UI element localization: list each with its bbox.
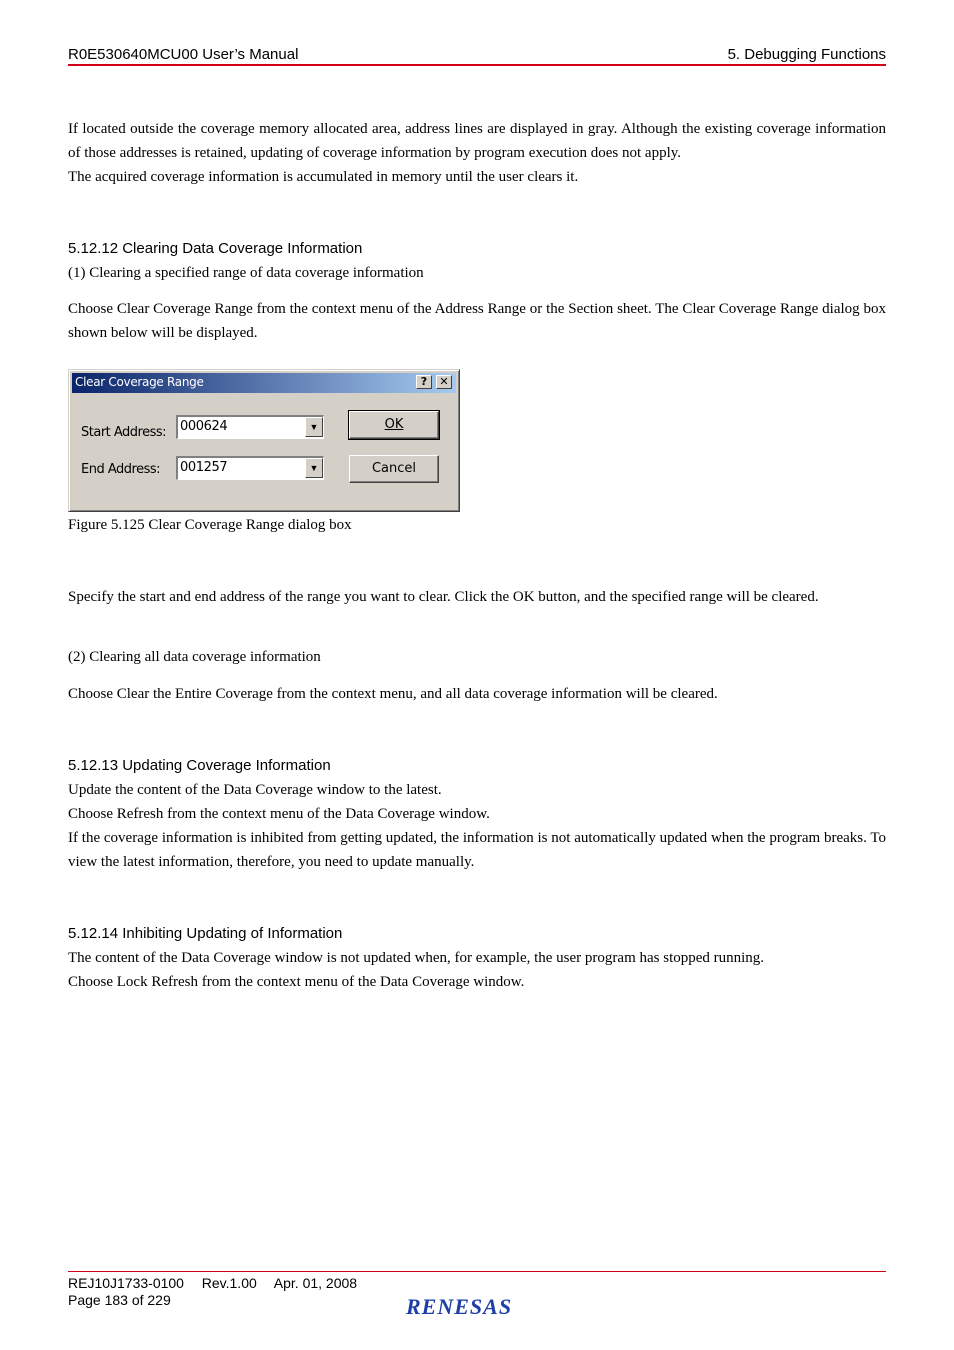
intro-paragraph-2: The acquired coverage information is accumulated in memory until the user clears it.	[68, 169, 579, 185]
start-address-value: 000624	[180, 419, 228, 434]
chevron-down-icon: ▼	[309, 463, 319, 473]
footer-doc-id: REJ10J1733-0100	[68, 1275, 184, 1291]
cancel-button[interactable]	[349, 455, 439, 483]
footer-revision: Rev.1.00	[201, 1275, 257, 1291]
start-address-dropdown-button[interactable]	[305, 417, 323, 437]
chevron-down-icon: ▼	[309, 422, 319, 432]
header-rule	[68, 64, 886, 66]
end-address-combo[interactable]	[176, 456, 324, 480]
figure-caption: Figure 5.125 Clear Coverage Range dialog box	[68, 517, 352, 533]
intro-paragraph-1: If located outside the coverage memory allocated area, address lines are displayed in gray. Although the existing coverage information of those addresses is retained, updating of coverage information by program execution does not apply.	[68, 121, 886, 161]
update-line-1: Update the content of the Data Coverage window to the latest.	[68, 782, 442, 798]
footer-page-number: Page 183 of 229	[68, 1292, 171, 1308]
end-address-label: End Address:	[81, 462, 160, 477]
subheading-clear-all: (2) Clearing all data coverage information	[68, 649, 321, 665]
end-address-value: 001257	[180, 460, 228, 475]
dialog-title-bar	[72, 373, 456, 393]
footer-doc-info	[68, 1275, 357, 1291]
section-heading-5-12-12: 5.12.12 Clearing Data Coverage Information	[68, 240, 363, 257]
subheading-clear-range: (1) Clearing a specified range of data coverage information	[68, 265, 424, 281]
footer-date: Apr. 01, 2008	[273, 1275, 358, 1291]
help-icon: ?	[420, 375, 428, 388]
update-line-3: If the coverage information is inhibited from getting updated, the information is not automatically updated when the program breaks. To view the latest information, therefore, you need to update manually.	[68, 830, 886, 870]
clear-coverage-range-dialog	[68, 369, 460, 512]
close-icon: ✕	[439, 375, 449, 388]
inhibit-line-1: The content of the Data Coverage window is not updated when, for example, the user program has stopped running.	[68, 950, 765, 966]
cancel-button-label: Cancel	[371, 461, 417, 476]
clear-range-paragraph: Choose Clear Coverage Range from the context menu of the Address Range or the Section sheet. The Clear Coverage Range dialog box shown below will be displayed.	[68, 301, 886, 341]
help-button[interactable]	[416, 375, 432, 389]
clear-all-paragraph: Choose Clear the Entire Coverage from the context menu, and all data coverage information will be cleared.	[68, 686, 718, 702]
close-button[interactable]	[436, 375, 452, 389]
dialog-title: Clear Coverage Range	[75, 375, 204, 389]
ok-button[interactable]	[349, 411, 439, 439]
update-line-2: Choose Refresh from the context menu of the Data Coverage window.	[68, 806, 490, 822]
header-chapter-title: 5. Debugging Functions	[727, 46, 886, 63]
specify-range-paragraph: Specify the start and end address of the range you want to clear. Click the OK button, and the specified range will be cleared.	[68, 589, 819, 605]
renesas-logo	[404, 1294, 552, 1325]
start-address-label: Start Address:	[81, 425, 167, 440]
header-manual-title: R0E530640MCU00 User’s Manual	[68, 46, 299, 63]
inhibit-line-2: Choose Lock Refresh from the context menu of the Data Coverage window.	[68, 974, 525, 990]
section-heading-5-12-14: 5.12.14 Inhibiting Updating of Information	[68, 925, 343, 942]
footer-rule	[68, 1271, 886, 1272]
ok-button-label: OK	[384, 417, 404, 432]
end-address-dropdown-button[interactable]	[305, 458, 323, 478]
start-address-combo[interactable]	[176, 415, 324, 439]
section-heading-5-12-13: 5.12.13 Updating Coverage Information	[68, 757, 331, 774]
logo-text: RENESAS	[406, 1294, 513, 1319]
